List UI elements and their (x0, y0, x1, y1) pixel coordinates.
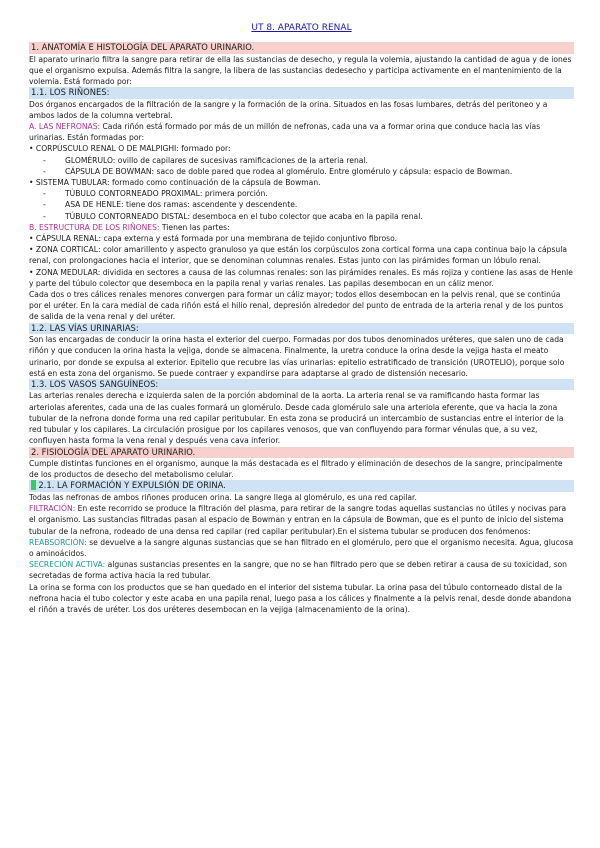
zona-medular-item: • ZONA MEDULAR: dividida en sectores a causa de las columnas renales: son las pirámides renales. Es más rojiza y contiene las asas de Henle y parte del túbulo colector que desemboca en la papila renal y varias renales. Las papilas desembocan en un cáliz menor. (29, 267, 573, 288)
reabsorcion-paragraph (29, 537, 574, 559)
dash-marker: - (43, 155, 46, 165)
filtracion-text: En este recorrido se produce la filtración del plasma, para retirar de la sangre todas aquellas sustancias no útiles y nocivas para el organismo. Las sustancias filtradas pasan al espacio de Bowman y entran en la cápsula de Bowman, que es el punto de inicio del sistema tubular de la nefrona, rodeado de una densa red capilar (red capilar peritubular).En el sistema tubular se producen dos fenómenos: (29, 504, 567, 536)
calices-paragraph: Cada dos o tres cálices renales menores convergen para formar un cáliz mayor; todos ellos desembocan en la pelvis renal, que se continúa por el uréter. En la cara medial de cada riñón está el hilio renal, depresión alrededor del punto de entrada de la arteria renal y de los puntos de salida de la vena renal y del uréter. (29, 290, 564, 322)
tcd-text: TÚBULO CONTORNEADO DISTAL: desemboca en el tubo colector que acaba en la papila renal. (65, 211, 423, 221)
section-2-1-heading (29, 480, 574, 492)
glomerulo-text: GLOMÉRULO: ovillo de capilares de sucesivas ramificaciones de la arteria renal. (65, 155, 368, 165)
section-2-heading: 2. FISIOLOGÍA DEL APARATO URINARIO. (29, 447, 574, 459)
section-1-1-text: Dos órganos encargados de la filtración de la sangre y la formación de la orina. Situados en las fosas lumbares, detrás del peritoneo y a ambos lados de la columna vertebral. (29, 99, 548, 120)
tcd-item (29, 211, 574, 222)
section-1-3-heading: 1.3. LOS VASOS SANGUÍNEOS: (29, 379, 574, 391)
henle-item (29, 199, 574, 210)
zona-cortical-item: • ZONA CORTICAL: color amarillento y aspecto granuloso ya que están los corpúsculos zona cortical forma una capa continua bajo la cápsula renal, con prolongaciones hacia el interior, que se denominan columnas renales. Estas junto con las pirámides forman un lóbulo renal. (29, 245, 567, 266)
estructura-paragraph (29, 222, 574, 233)
marker-highlight (31, 480, 36, 490)
section-2-intro: Cumple distintas funciones en el organismo, aunque la más destacada es el filtrado y eliminación de desechos de la sangre, principalmente de los productos de desecho del metabolismo celular. (29, 459, 563, 480)
secrecion-paragraph (29, 559, 574, 581)
corpusculo-item: • CORPÚSCULO RENAL O DE MALPIGHI: formado por: (29, 144, 231, 154)
section-1-3-text: Las arterias renales derecha e izquierda salen de la porción abdominal de la aorta. La arteria renal se va ramificando hasta formar las arteriolas aferentes, cada una de las cuales formará un glomérulo. Desde cada glomérulo sale una arteriola eferente, que va hacia la zona tubular de la nefrona donde forma una red capilar peritubular. En esta zona se producirá un intercambio de sustancias entre el interior de la red tubular y los capilares. La circulación prosigue por los capilares venosos, que van confluyendo para formar vénulas que, a su vez, confluyen hasta forma la vena renal y después vena cava inferior. (29, 391, 564, 446)
document-title: UT 8. APARATO RENAL (251, 23, 352, 33)
dash-marker: - (43, 211, 46, 221)
estructura-text: Tienen las partes: (159, 222, 230, 232)
tcp-item (29, 188, 574, 199)
estructura-label: B. ESTRUCTURA DE LOS RIÑONES: (29, 222, 160, 232)
filtracion-label: FILTRACIÓN: (29, 504, 76, 514)
section-1-2-text: Son las encargadas de conducir la orina hasta el exterior del cuerpo. Formadas por dos tubos denominados uréteres, que salen uno de cada riñón y que conducen la orina hasta la vejiga, donde se almacena. Finalmente, la uretra conduce la orina desde la vejiga hasta el meato urinario, por donde se expulsa al exterior. Epitelio que recubre las vías urinarias: epitelio estratificado de transición (UROTELIO), porque solo está en esta zona del organismo. Se puede contraer y expandirse para adaptarse al grado de distensión necesario. (29, 335, 565, 378)
section-1-intro: El aparato urinario filtra la sangre para retirar de ella las sustancias de desecho, y regula la volemia, ajustando la cantidad de agua y de iones que el organismo expulsa. Además filtra la sangre, la libera de las sustancias dedesecho y participa activamente en el mantenimiento de la volemia. Está formado por: (29, 54, 572, 86)
dash-marker: - (43, 166, 46, 176)
glomerulo-item (29, 155, 574, 166)
section-1-heading: 1. ANATOMÍA E HISTOLOGÍA DEL APARATO URINARIO. (29, 42, 574, 54)
filtracion-paragraph (29, 503, 574, 537)
section-2-1-text: Todas las nefronas de ambos riñones producen orina. La sangre llega al glomérulo, es una red capilar. (29, 492, 417, 502)
nefronas-label: A. LAS NEFRONAS: (29, 122, 101, 132)
secrecion-text: algunas sustancias presentes en la sangre, que no se han filtrado pero que se deben retirar a causa de su toxicidad, son secretadas de forma activa hacia la red tubular. (29, 560, 567, 581)
secrecion-label: SECRECIÓN ACTIVA: (29, 560, 106, 570)
henle-text: ASA DE HENLE: tiene dos ramas: ascendente y descendente. (65, 200, 298, 210)
capsula-bowman-text: CÁPSULA DE BOWMAN: saco de doble pared que rodea al glomérulo. Entre glomérulo y cápsula: espacio de Bowman. (65, 166, 513, 176)
final-paragraph: La orina se forma con los productos que se han quedado en el interior del sistema tubular. La orina pasa del túbulo contorneado distal de la nefrona hacia el tubo colector y este acaba en una papila renal, luego pasa a los cálices y finalmente a la pelvis renal, desde donde abandona el riñón a través de uréter. Los dos uréteres desembocan en la vejiga (almacenamiento de la orina). (29, 582, 572, 614)
nefronas-paragraph (29, 121, 574, 143)
sistema-tubular-item: • SISTEMA TUBULAR: formado como continuación de la cápsula de Bowman. (29, 178, 321, 188)
section-2-1-title: 2.1. LA FORMACIÓN Y EXPULSIÓN DE ORINA. (38, 480, 226, 491)
section-1-1-heading: 1.1. LOS RIÑONES: (29, 87, 574, 99)
nefronas-text: Cada riñón está formado por más de un millón de nefronas, cada una va a formar orina que conduce hacia las vías urinarias. Están formadas por: (29, 122, 541, 143)
reabsorcion-text: se devuelve a la sangre algunas sustancias que se han filtrado en el glomérulo, pero que el organismo necesita. Agua, glucosa o aminoácidos. (29, 537, 574, 558)
tcp-text: TÚBULO CONTORNEADO PROXIMAL: primera porción. (65, 189, 268, 199)
section-1-2-heading: 1.2. LAS VÍAS URINARIAS: (29, 323, 574, 335)
dash-marker: - (43, 200, 46, 210)
dash-marker: - (43, 189, 46, 199)
reabsorcion-label: REABSORCIÓN: (29, 537, 87, 547)
capsula-renal-item: • CÁPSULA RENAL: capa externa y está formada por una membrana de tejido conjuntivo fibroso. (29, 234, 397, 244)
capsula-bowman-item (29, 166, 574, 177)
